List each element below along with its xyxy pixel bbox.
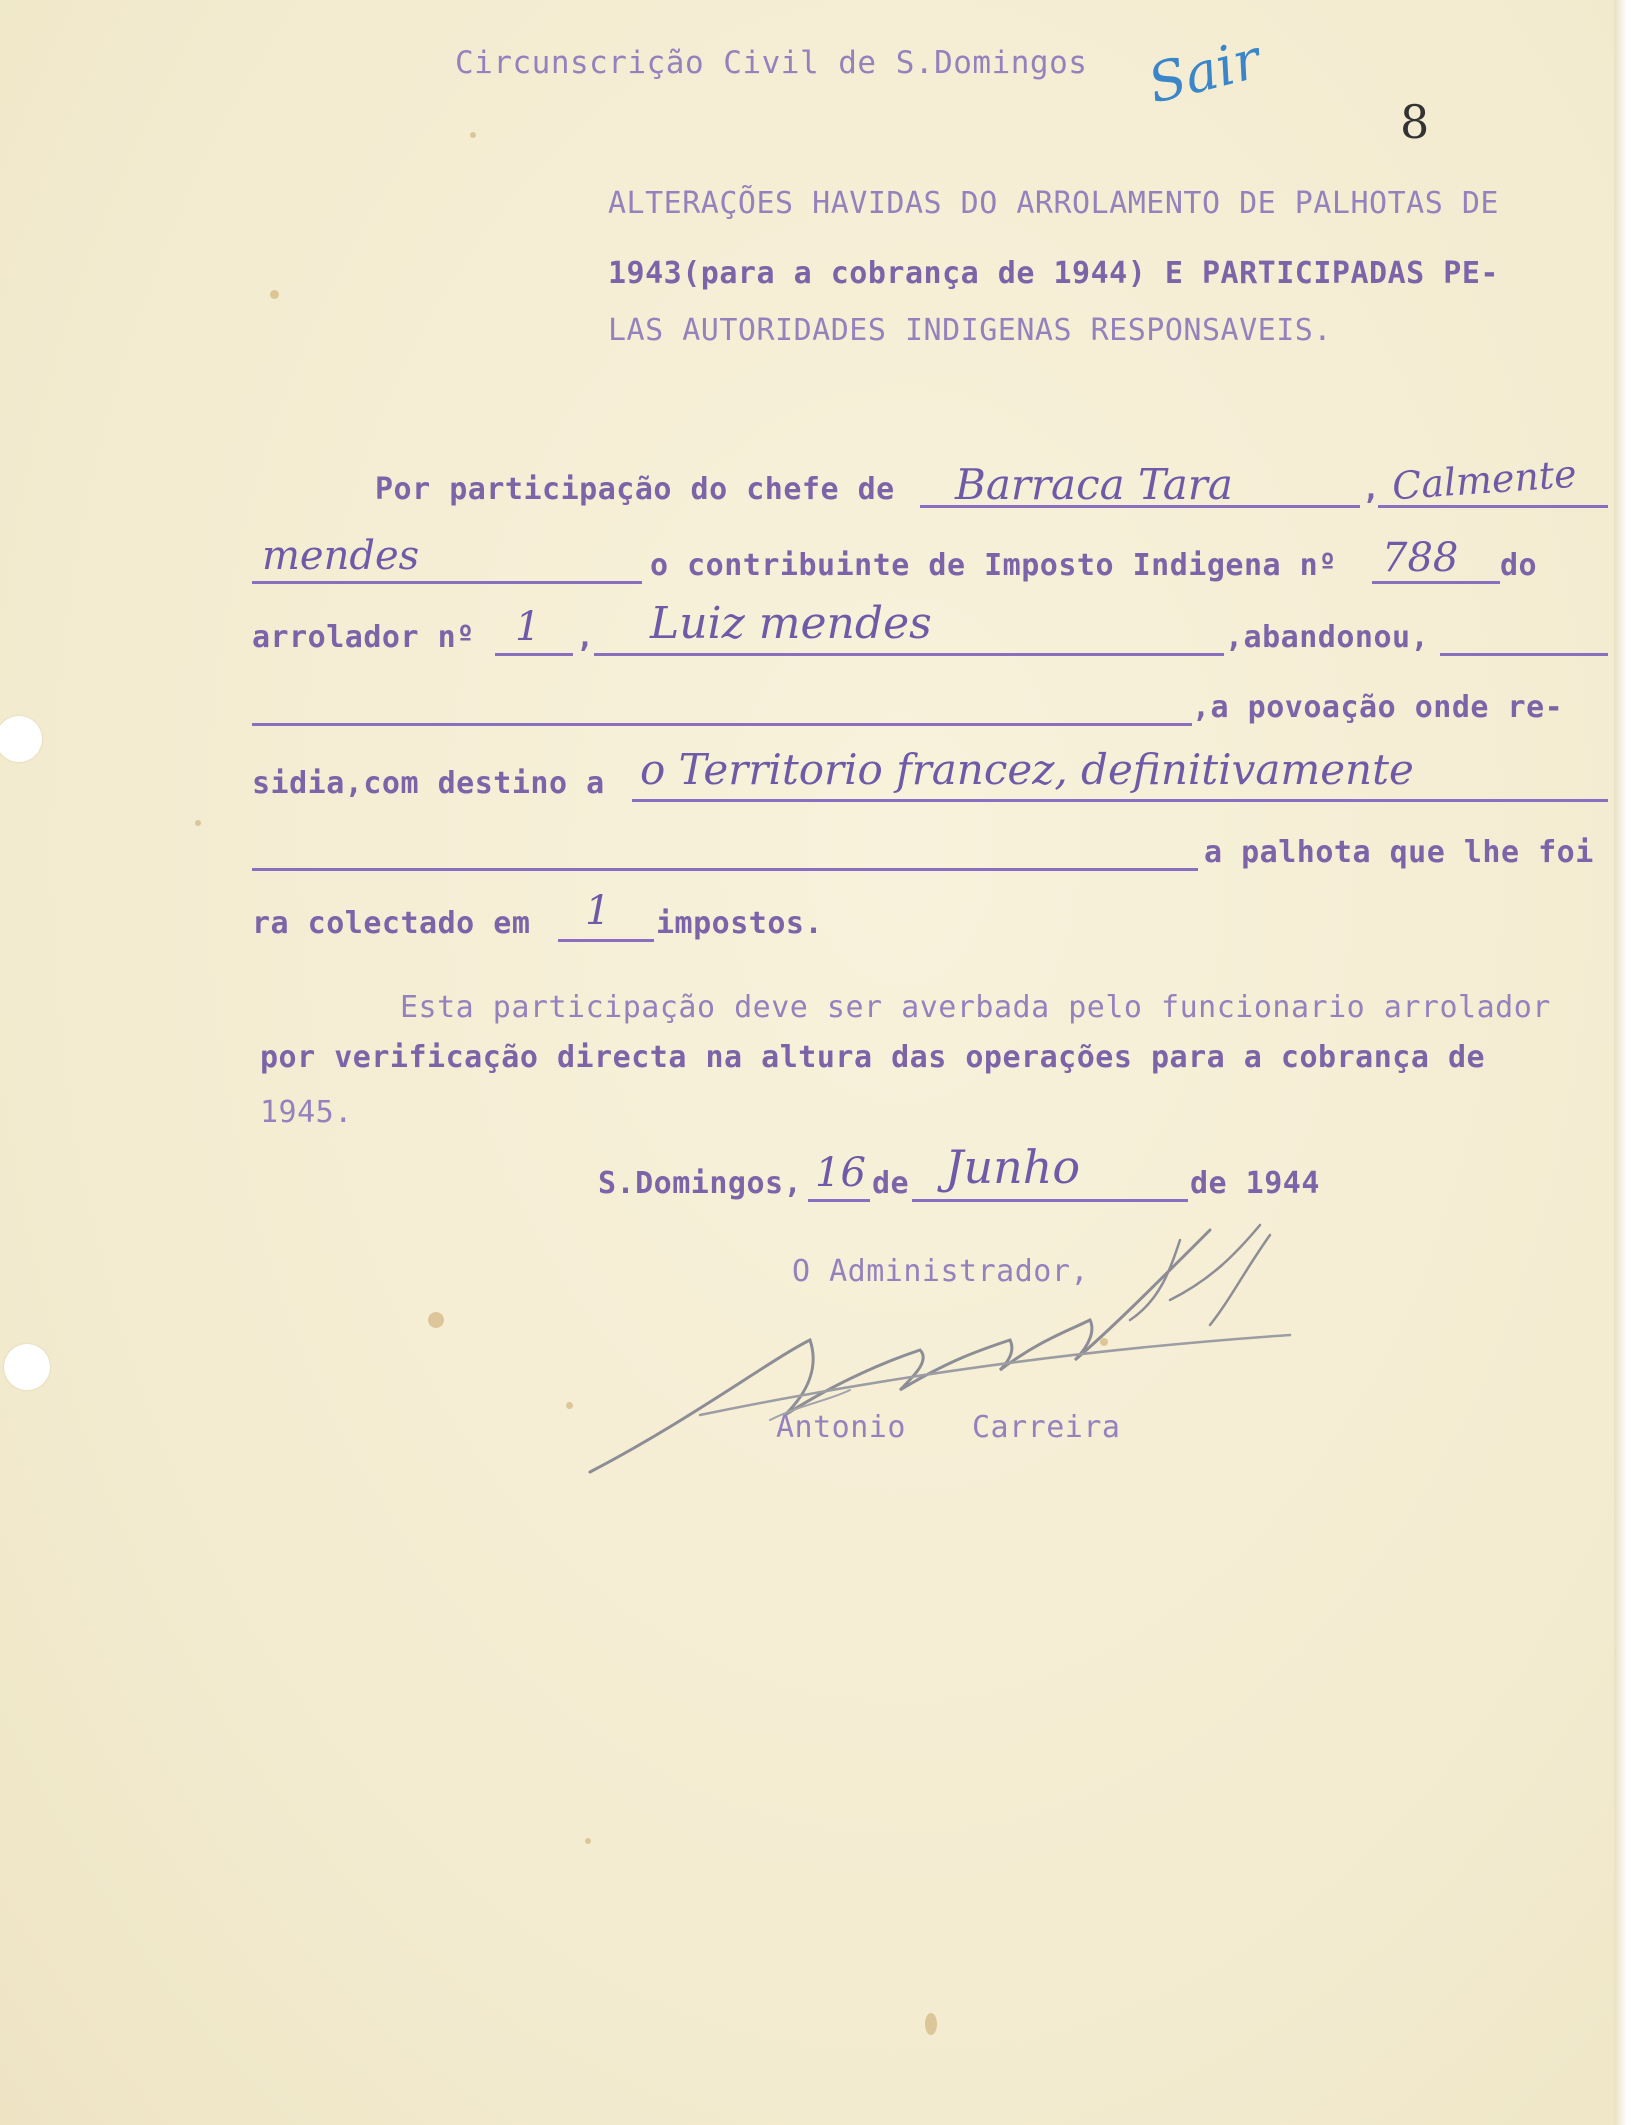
dateline-de-2: de 1944: [1190, 1166, 1320, 1201]
note-line-2: por verificação directa na altura das operações para a cobrança de: [260, 1040, 1486, 1075]
blank-impostos-count: [558, 939, 654, 942]
hand-impostos-count: 1: [585, 888, 611, 934]
form-line-3-label: arrolador nº: [252, 620, 475, 655]
signature-title: O Administrador,: [792, 1254, 1089, 1289]
blank-povoacao: [252, 723, 1192, 726]
hand-chefe-name-1: Calmente: [1390, 451, 1578, 509]
paper-speck: [470, 132, 476, 138]
paper-speck: [270, 290, 279, 299]
form-line-2-end: do: [1500, 548, 1538, 583]
blank-taxpayer-name: [594, 653, 1224, 656]
blank-taxpayer-number: [1372, 581, 1500, 584]
blank-day: [808, 1199, 870, 1202]
title-line-2: 1943(para a cobrança de 1944) E PARTICIPADAS PE-: [608, 256, 1499, 291]
page-number: 8: [1400, 95, 1430, 149]
form-line-1-label: Por participação do chefe de: [375, 472, 895, 507]
form-line-7-label: ra colectado em: [252, 906, 531, 941]
handwritten-signature: [570, 1210, 1330, 1490]
hand-taxpayer-number: 788: [1382, 535, 1459, 581]
blank-destination: [632, 799, 1608, 802]
form-line-5-label: sidia,com destino a: [252, 766, 605, 801]
hand-destination: o Territorio francez, definitivamente: [640, 745, 1414, 794]
dateline-de-1: de: [872, 1166, 910, 1201]
comma: ,: [576, 620, 595, 655]
title-line-3: LAS AUTORIDADES INDIGENAS RESPONSAVEIS.: [608, 313, 1332, 348]
comma: ,: [1362, 472, 1381, 507]
page-edge: [1614, 0, 1636, 2125]
paper-speck: [925, 2013, 937, 2035]
hand-chefe-village: Barraca Tara: [955, 460, 1233, 509]
signature-name-last: Carreira: [972, 1410, 1121, 1445]
form-line-3-end: ,abandonou,: [1225, 620, 1430, 655]
form-line-2-label: o contribuinte de Imposto Indigena nº: [650, 548, 1337, 583]
form-line-7-end: impostos.: [656, 906, 824, 941]
hand-chefe-name-2: mendes: [262, 533, 420, 579]
blank-month: [912, 1199, 1188, 1202]
dateline-place: S.Domingos,: [598, 1166, 803, 1201]
form-line-6-end: a palhota que lhe foi: [1204, 835, 1594, 870]
blank-arrolador-number: [495, 653, 573, 656]
punch-hole-top: [0, 716, 42, 762]
annotation-sair: Sair: [1142, 27, 1267, 116]
note-line-3: 1945.: [260, 1095, 353, 1130]
blank-abandonou: [1440, 653, 1608, 656]
signature-name-first: Antonio: [776, 1410, 906, 1445]
paper-speck: [428, 1312, 444, 1328]
hand-taxpayer-name: Luiz mendes: [650, 598, 932, 649]
punch-hole-bottom: [4, 1344, 50, 1390]
hand-month: Junho: [945, 1140, 1081, 1194]
blank-palhota: [252, 868, 1198, 871]
blank-chefe-name-cont: [252, 581, 642, 584]
hand-arrolador-number: 1: [515, 604, 541, 650]
note-line-1: Esta participação deve ser averbada pelo funcionario arrolador: [400, 990, 1551, 1025]
title-line-1: ALTERAÇÕES HAVIDAS DO ARROLAMENTO DE PALHOTAS DE: [608, 186, 1499, 221]
office-header: Circunscrição Civil de S.Domingos: [455, 45, 1088, 81]
form-line-4-end: ,a povoação onde re-: [1192, 690, 1564, 725]
hand-day: 16: [815, 1150, 866, 1196]
paper-speck: [585, 1838, 591, 1844]
paper-speck: [195, 820, 201, 826]
